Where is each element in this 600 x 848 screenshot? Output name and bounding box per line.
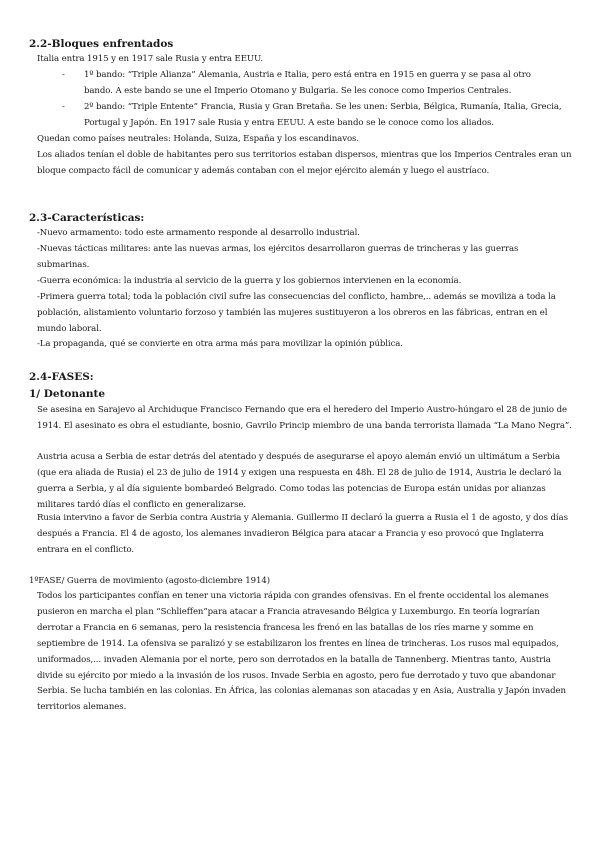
item-guerra-economica: -Guerra económica: la industria al servicio de la guerra y los gobiernos intervienen en la economía.	[37, 276, 462, 286]
section-heading-caracteristicas: 2.3-Características:	[29, 212, 145, 224]
bullet-triple-entente: 2º bando: “Triple Entente” Francia, Rusia y Gran Bretaña. Se les unen: Serbia, Bélgica, Rumanía, Italia, Grecia, Portugal y Japón. En 1917 sale Rusia y entra EEUU. A este bando se le conoce como los aliados.	[84, 102, 562, 128]
paragraph-guerra-movimiento: Todos los participantes confían en tener una victoria rápida con grandes ofensivas. En el frente occidental los alemanes pusieron en marcha el plan “Schlieffen”para atacar a Francia atravesando Bélgica y Luxemburgo. En teoría lograrían derrotar a Francia en 6 semanas, pero la resistencia francesa les frenó en las batallas de los ríes marne y somme en septiembre de 1914. La ofensiva se paralizó y se estabilizaron los frentes en línea de trincheras. Los rusos mal equipados, uniformados,... invaden Alemania por el norte, pero son derrotados en la batalla de Tannenberg. Mientras tanto, Austria divide su ejército por miedo a la invasión de los rusos. Invade Serbia en agosto, pero fue derrotado y tuvo que abandonar Serbia. Se lucha también en las colonias. En África, las colonias alemanas son atacadas y en Asia, Australia y Japón invaden territorios alemanes.	[37, 591, 566, 713]
section-heading-fases: 2.4-FASES:	[29, 371, 94, 383]
subheading-detonante: 1/ Detonante	[29, 388, 106, 400]
item-propaganda: -La propaganda, qué se convierte en otra arma más para movilizar la opinión pública.	[37, 339, 403, 349]
subheading-guerra-movimiento: 1ºFASE/ Guerra de movimiento (agosto-diciembre 1914)	[29, 576, 270, 586]
section-heading-bloques: 2.2-Bloques enfrentados	[29, 38, 174, 50]
paragraph-aliados: Los aliados tenían el doble de habitantes pero sus territorios estaban dispersos, mientras que los Imperios Centrales eran un bloque compacto fácil de comunicar y además contaban con el mejor ejército alemán y luego el austríaco.	[37, 150, 572, 176]
paragraph-sarajevo: Se asesina en Sarajevo al Archiduque Francisco Fernando que era el heredero del Imperio Austro-húngaro el 28 de junio de 1914. El asesinato es obra el estudiante, bosnio, Gavrilo Princip miembro de una banda terrorista llamada “La Mano Negra”.	[37, 405, 572, 431]
item-tacticas: -Nuevas tácticas militares: ante las nuevas armas, los ejércitos desarrollaron guerras de trincheras y las guerras submarinas.	[37, 244, 519, 270]
bullet-marker-2: -	[62, 102, 65, 112]
item-armamento: -Nuevo armamento: todo este armamento responde al desarrollo industrial.	[37, 228, 360, 238]
paragraph-intro: Italia entra 1915 y en 1917 sale Rusia y entra EEUU.	[37, 54, 264, 64]
paragraph-neutrales: Quedan como países neutrales: Holanda, Suiza, España y los escandinavos.	[37, 134, 359, 144]
paragraph-rusia-interviene: Rusia intervino a favor de Serbia contra Austria y Alemania. Guillermo II declaró la guerra a Rusia el 1 de agosto, y dos días después a Francia. El 4 de agosto, los alemanes invadieron Bélgica para atacar a Francia y eso provocó que Inglaterra entrara en el conflicto.	[37, 513, 568, 555]
item-guerra-total: -Primera guerra total; toda la población civil sufre las consecuencias del conflicto, hambre,.. además se moviliza a toda la población, alistamiento voluntario forzoso y también las mujeres sustituyeron a los obreros en las fábricas, entran en el mundo laboral.	[37, 292, 556, 334]
bullet-marker-1: -	[62, 70, 65, 80]
bullet-triple-alianza: 1º bando: “Triple Alianza” Alemania, Austria e Italia, pero está entra en 1915 en guerra y se pasa al otro bando. A este bando se une el Imperio Otomano y Bulgaria. Se les conoce como Imperios Centrales.	[84, 70, 531, 96]
paragraph-ultimatum: Austria acusa a Serbia de estar detrás del atentado y después de asegurarse el apoyo alemán envió un ultimátum a Serbia (que era aliada de Rusia) el 23 de julio de 1914 y exigen una respuesta en 48h. El 28 de julio de 1914, Austria le declaró la guerra a Serbia, y al día siguiente bombardeó Belgrado. Como todas las potencias de Europa están unidas por alianzas militares tardó días el conflicto en generalizarse.	[37, 452, 562, 510]
